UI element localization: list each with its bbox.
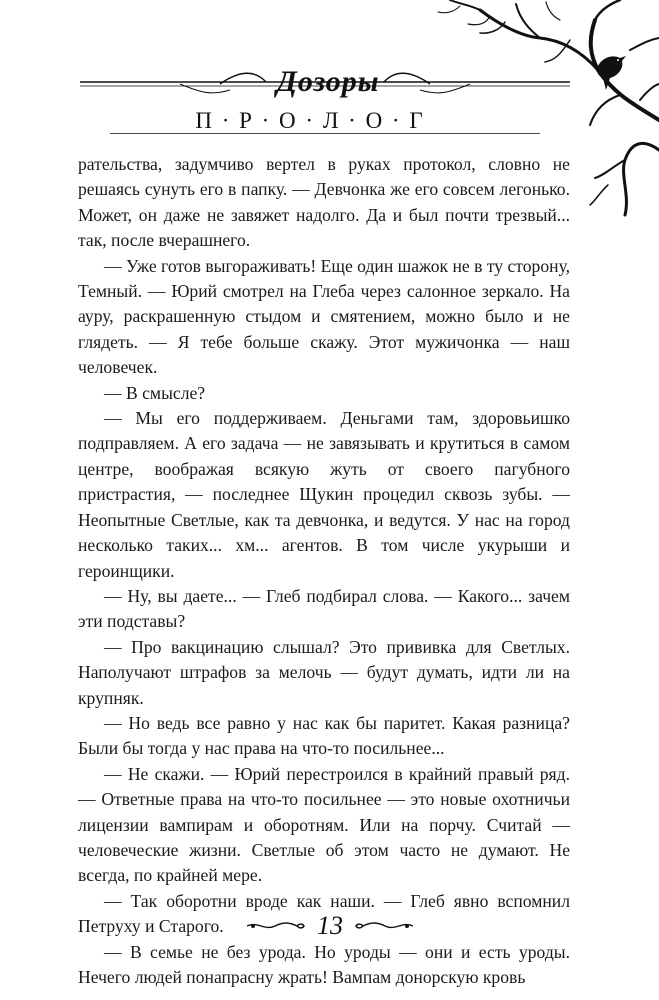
page-footer xyxy=(230,906,430,946)
paragraph: — Про вакцинацию слышал? Это прививка для Светлых. Наполучают штрафов за мелочь — будут думать, идти ли на крупняк. xyxy=(78,636,570,708)
part-title-text: П · Р · О · Л · О · Г xyxy=(195,108,425,133)
right-flourish-icon xyxy=(355,919,413,933)
body-text xyxy=(78,152,570,990)
paragraph-continuation: рательства, задумчиво вертел в руках протокол, словно не решаясь сунуть его в папку. — Девчонка же его совсем легонько. Может, он даже не завяжет надолго. Да и был почти трезвый... так, после вчерашнего. xyxy=(78,154,570,251)
series-logo: Дозоры xyxy=(276,65,380,98)
paragraph: — Ну, вы даете... — Глеб подбирал слова. — Какого... зачем эти подставы? xyxy=(78,585,570,632)
paragraph: — Мы его поддерживаем. Деньгами там, здоровьишко подправляем. А его задача — не завязывать и крутиться в самом центре, воображая всякую жуть от своего пагубного пристрастия, — последнее Щукин процедил сквозь зубы. — Неопытные Светлые, как та девчонка, и ведутся. У нас на город несколько таких... хм... агентов. В том числе укурыши и героинщики. xyxy=(78,408,570,581)
paragraph: — Не скажи. — Юрий перестроился в крайний правый ряд. — Ответные права на что-то посильнее — это новые охотничьи лицензии вампирам и оборотням. Или на порчу. Считай — человеческие жизни. Светлые об этом часто не думают. Не всегда, по крайней мере. xyxy=(78,763,570,886)
part-title xyxy=(120,108,500,134)
paragraph: — В семье не без урода. Но уроды — они и есть уроды. Нечего людей понапрасну жрать! Вампам донорскую кровь xyxy=(78,941,570,987)
left-flourish-icon xyxy=(247,919,305,933)
page-number: 13 xyxy=(317,911,343,940)
paragraph: — В смысле? xyxy=(104,382,206,403)
paragraph: — Так оборотни вроде как наши. — Глеб явно вспомнил Петруху и Старого. xyxy=(78,890,570,937)
paragraph: — Уже готов выгораживать! Еще один шажок не в ту сторону, Темный. — Юрий смотрел на Глеба через салонное зеркало. На ауру, раскрашенную стыдом и смятением, можно было и не глядеть. — Я тебе больше скажу. Этот мужичонка — наш человечек. xyxy=(78,255,570,378)
paragraph: — Но ведь все равно у нас как бы паритет. Какая разница? Были бы тогда у нас права на что-то посильнее... xyxy=(78,712,570,759)
